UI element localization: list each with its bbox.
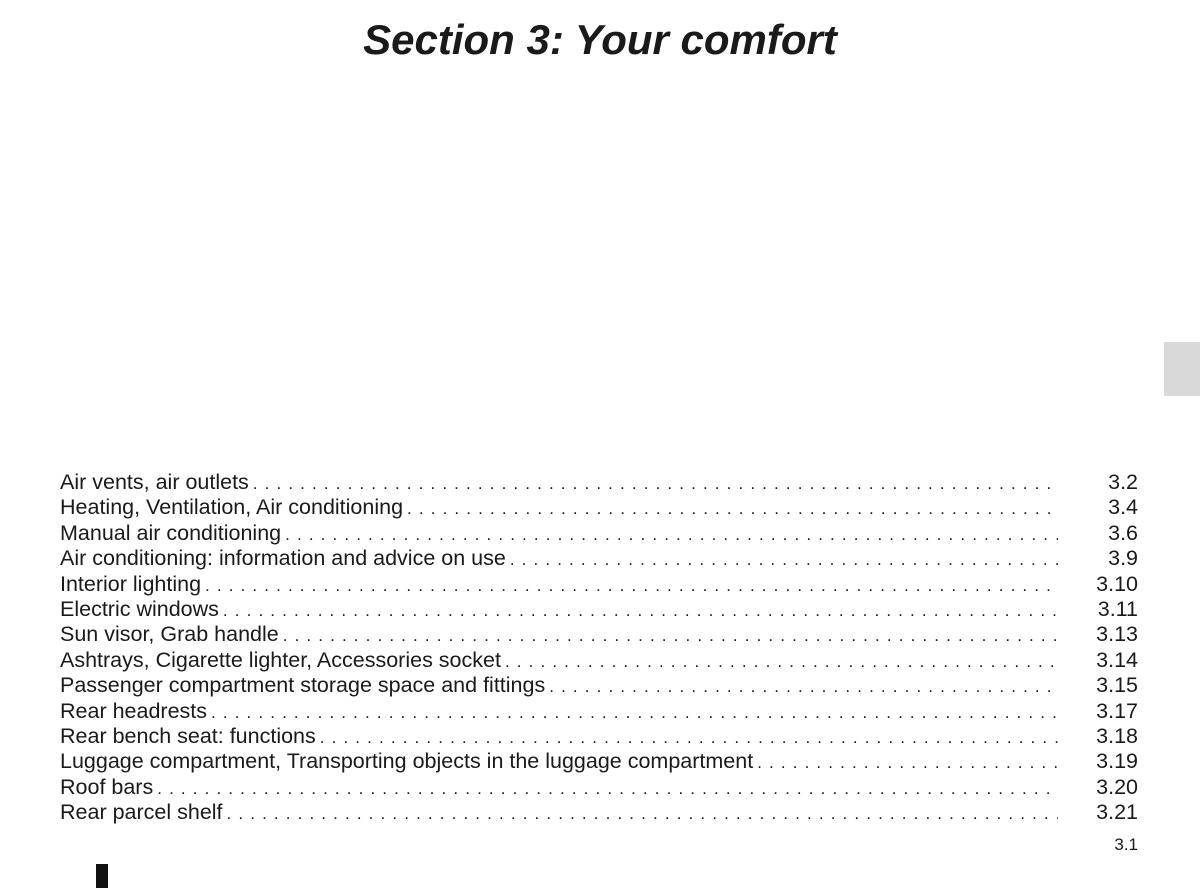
toc-entry-page: 3.9 [1108, 546, 1138, 571]
page-number: 3.1 [1114, 835, 1138, 854]
toc-entry-label: Air conditioning: information and advice on use [60, 546, 506, 571]
toc-entry[interactable] [60, 724, 1138, 749]
section-tab-marker [1164, 342, 1200, 396]
toc-entry-page: 3.13 [1096, 622, 1138, 647]
toc-entry-page: 3.20 [1096, 774, 1138, 799]
toc-entry-label: Manual air conditioning [60, 520, 282, 545]
toc-entry-leader-dots [285, 521, 1058, 547]
toc-entry[interactable] [60, 521, 1138, 546]
toc-entry-label: Rear headrests [60, 698, 207, 723]
toc-entry-leader-dots [757, 749, 1058, 775]
toc-entry-label: Heating, Ventilation, Air conditioning [60, 495, 404, 520]
toc-entry-label: Ashtrays, Cigarette lighter, Accessories socket [60, 647, 501, 672]
toc-entry[interactable] [60, 597, 1138, 622]
toc-entry-label: Roof bars [60, 774, 154, 799]
toc-entry[interactable] [60, 749, 1138, 774]
toc-entry[interactable] [60, 495, 1138, 520]
toc-entry-leader-dots [253, 470, 1058, 496]
toc-entry[interactable] [60, 800, 1138, 825]
toc-entry[interactable] [60, 699, 1138, 724]
toc-entry-label: Luggage compartment, Transporting objects in the luggage compartment [60, 749, 754, 774]
toc-entry[interactable] [60, 648, 1138, 673]
margin-mark [96, 864, 108, 888]
toc-entry[interactable] [60, 470, 1138, 495]
toc-entry-label: Interior lighting [60, 571, 202, 596]
toc-entry-page: 3.15 [1096, 673, 1138, 698]
toc-entry-label: Electric windows [60, 596, 219, 621]
toc-entry-label: Air vents, air outlets [60, 470, 249, 494]
table-of-contents [60, 470, 1138, 825]
toc-entry-page: 3.2 [1108, 470, 1138, 494]
toc-entry[interactable] [60, 622, 1138, 647]
toc-entry-leader-dots [205, 572, 1058, 598]
toc-entry-page: 3.17 [1096, 698, 1138, 723]
toc-entry[interactable] [60, 546, 1138, 571]
toc-entry[interactable] [60, 673, 1138, 698]
toc-entry-page: 3.10 [1096, 571, 1138, 596]
toc-entry-label: Rear parcel shelf [60, 800, 223, 825]
toc-entry-leader-dots [510, 546, 1058, 572]
toc-entry-page: 3.6 [1108, 520, 1138, 545]
toc-entry[interactable] [60, 775, 1138, 800]
toc-entry-leader-dots [157, 775, 1058, 801]
toc-entry-label: Sun visor, Grab handle [60, 622, 279, 647]
toc-entry-leader-dots [227, 800, 1058, 826]
toc-entry-label: Rear bench seat: functions [60, 723, 316, 748]
toc-entry-leader-dots [407, 495, 1058, 521]
toc-entry-page: 3.18 [1096, 723, 1138, 748]
toc-entry[interactable] [60, 572, 1138, 597]
section-title: Section 3: Your comfort [363, 16, 837, 63]
toc-entry-leader-dots [211, 699, 1058, 725]
toc-entry-page: 3.19 [1096, 749, 1138, 774]
toc-entry-page: 3.14 [1096, 647, 1138, 672]
toc-entry-label: Passenger compartment storage space and fittings [60, 673, 546, 698]
toc-entry-leader-dots [320, 724, 1058, 750]
toc-entry-leader-dots [223, 597, 1058, 623]
toc-entry-page: 3.21 [1096, 800, 1138, 825]
toc-entry-page: 3.11 [1097, 596, 1138, 621]
toc-entry-leader-dots [549, 673, 1058, 699]
toc-entry-leader-dots [505, 648, 1058, 674]
toc-entry-leader-dots [283, 622, 1058, 648]
toc-entry-page: 3.4 [1108, 495, 1138, 520]
